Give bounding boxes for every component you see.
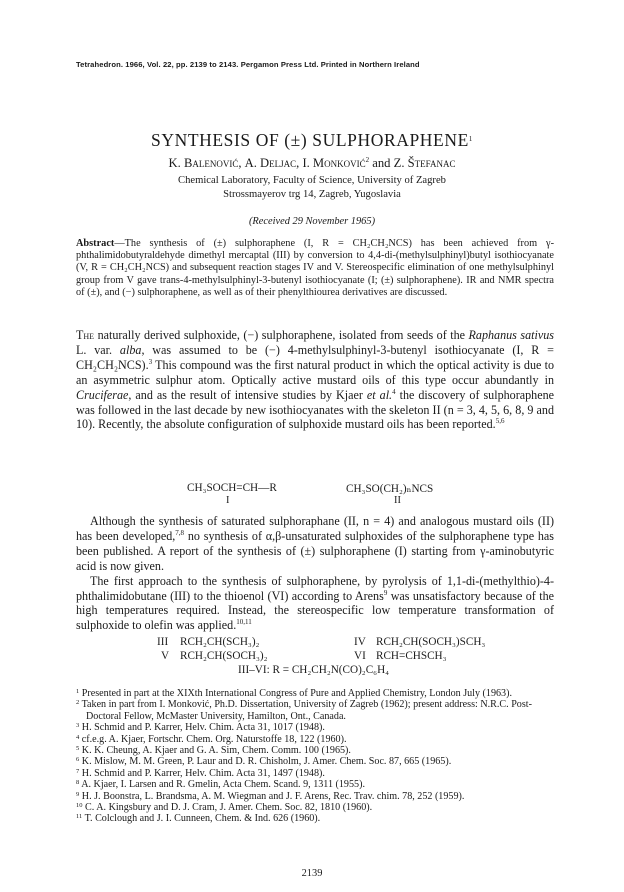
author-3-mark: 2 [365,156,370,164]
p3-text-b: was unsatisfactory because of the high temperatures required. Instead, the stereospecific low temperature transformation of sulphoxide to olefin was applied. [76,588,554,633]
author-4: Z. Štefanac [393,156,456,170]
received-date: (Received 29 November 1965) [248,216,376,227]
p1-text-a: naturally derived sulphoxide, (−) sulphoraphene, isolated from seeds of the [94,328,469,342]
p1-text-d: This compound was the first natural product in which the optical activity is due to an asymmetric sulphur atom. Optically active mustard oils of this type occur abundantly in [76,357,554,387]
ref-mark-3: 3 [148,357,153,366]
footnote-mark: 3 [76,722,80,730]
abstract [76,238,554,299]
paragraph-3 [76,574,554,634]
author-1: K. Balenović, [168,156,242,170]
formula-IV: RCH₂CH(SOCH₃)SCH₃ [376,636,486,648]
footnote-text: T. Colclough and J. I. Cunneen, Chem. & Ind. 626 (1960). [84,813,321,825]
ref-mark-5-6: 5,6 [495,417,505,426]
formula-definition: III–VI: R = CH₂CH₂N(CO)₂C₆H₄ [238,664,390,676]
footnote [76,791,554,802]
p1-variety: alba [119,342,142,357]
p1-family: Cruciferae [76,387,129,402]
paragraph-1-lead: The [76,328,95,342]
affiliation-line-2: Strossmayerov trg 14, Zagreb, Yugoslavia [223,189,401,200]
formula-I: CH₃SOCH=CH—R [187,482,277,494]
ref-mark-7-8: 7,8 [175,528,185,537]
numeral-I: I [226,495,230,506]
p1-text-f: the discovery of sulphoraphene was followed in the last decade by new isothiocyanates with the skeleton II (n = 3, 4, 5, 6, 8, 9 and 10). Recently, the absolute configuration of sulphoxide mustard oils has been reported. [76,387,554,432]
footnote-text: A. Kjaer, I. Larsen and R. Gmelin, Acta Chem. Scand. 9, 1311 (1955). [81,779,365,791]
ref-mark-9: 9 [383,588,388,597]
formula-VI: RCH=CHSCH₃ [376,650,447,662]
footnote-text: cf.e.g. A. Kjaer, Fortschr. Chem. Org. Naturstoffe 18, 122 (1960). [81,733,347,745]
journal-header: Tetrahedron. 1966, Vol. 22, pp. 2139 to 2143. Pergamon Press Ltd. Printed in Northern Ireland [76,60,420,69]
title-text: SYNTHESIS OF (±) SULPHORAPHENE [151,130,469,150]
formula-V: RCH₂CH(SOCH₃)₂ [180,650,268,662]
footnote-mark: 6 [76,756,80,764]
p1-species: Raphanus sativus [468,328,554,342]
footnote-text: C. A. Kingsbury and D. J. Cram, J. Amer. Chem. Soc. 82, 1810 (1960). [85,802,373,814]
formula-II: CH₃SO(CH₂)ₙNCS [346,483,434,495]
footnote [76,779,554,790]
abstract-text: —The synthesis of (±) sulphoraphene (I, R = CH₂CH₂NCS) has been achieved from γ-phthalimidobutyraldehyde dimethyl mercaptal (III) by conversion to 4,4-di-(methylsulphinyl)butyl isothiocyanate (V, R = CH₂CH₂NCS) and subsequent reaction stages IV and V. Stereospecific elimination of one methylsulphinyl group from V gave trans-4-methylsulphinyl-3-butenyl isothiocyanate (I; (±) sulphoraphene). IR and NMR spectra of (±), and (−) sulphoraphene, as well as of their phenylthiourea derivatives are discussed. [76,238,554,298]
author-3: I. Monković [302,156,366,170]
footnote-mark: 9 [76,790,80,798]
author-2: A. Deljac, [244,156,300,170]
footnote [76,756,554,767]
formula-V-label: V [161,650,170,662]
p1-etal: et al. [366,387,393,402]
footnote-text: H. Schmid and P. Karrer, Helv. Chim. Acta 31, 1497 (1948). [81,767,325,779]
footnote-mark: 5 [76,745,80,753]
footnote [76,802,554,813]
footnote [76,734,554,745]
paragraph-2 [76,514,554,574]
footnote-mark: 10 [76,802,83,810]
p3-text-a: The first approach to the synthesis of sulphoraphene, by pyrolysis of 1,1-di-(methylthio)-4-phthalimidobutane (III) to the thioenol (VI) according to Arens [76,573,554,603]
formula-III: RCH₂CH(SCH₃)₂ [180,636,260,648]
footnote [76,722,554,733]
footnote-text: H. Schmid and P. Karrer, Helv. Chim. Acta 31, 1017 (1948). [81,722,325,734]
footnote [76,699,554,722]
formula-III-label: III [157,636,169,648]
paper-title [0,130,624,151]
numeral-II: II [394,495,401,506]
footnote-mark: 2 [76,699,80,707]
page-number: 2139 [301,868,323,879]
ref-mark-10-11: 10,11 [236,618,252,627]
author-list [0,156,624,171]
body-section-1 [76,328,554,432]
footnote-text: K. Mislow, M. M. Green, P. Laur and D. R. Chisholm, J. Amer. Chem. Soc. 87, 665 (1965). [81,756,452,768]
footnotes [76,688,554,825]
footnote [76,745,554,756]
footnote [76,688,554,699]
formula-IV-label: IV [354,636,366,648]
abstract-label: Abstract [76,238,115,249]
footnote [76,768,554,779]
affiliation-line-1: Chemical Laboratory, Faculty of Science, University of Zagreb [178,175,446,186]
p1-text-e: , and as the result of intensive studies by Kjaer [128,387,367,402]
formula-VI-label: VI [354,650,366,662]
footnote-mark: 8 [76,779,80,787]
p1-text-b: L. var. [76,342,120,357]
body-section-2 [76,514,554,633]
author-and: and [372,156,391,170]
footnote-text: Taken in part from I. Monković, Ph.D. Dissertation, University of Zagreb (1962); present address: N.R.C. Post-Doctoral Fellow, McMaster University, Hamilton, Ont., Canada. [81,699,532,722]
p2-text-a: Although the synthesis of saturated sulphoraphane (II, n = 4) and analogous mustard oils (II) has been developed, [76,514,554,543]
footnote-mark: 11 [76,813,83,821]
p1-text-c: , was assumed to be (−) 4-methylsulphinyl-3-butenyl isothiocyanate (I, R = CH₂CH₂NCS). [76,342,554,372]
footnote [76,813,554,824]
footnote-text: K. K. Cheung, A. Kjaer and G. A. Sim, Chem. Comm. 100 (1965). [81,745,351,757]
footnote-mark: 1 [76,688,80,695]
footnote-text: H. J. Boonstra, L. Brandsma, A. M. Wiegman and J. F. Arens, Rec. Trav. chim. 78, 252 (1959). [81,790,465,802]
p2-text-b: no synthesis of α,β-unsaturated sulphoxides of the sulphoraphene type has been published. A report of the synthesis of (±) sulphoraphene (I) starting from γ-aminobutyric acid is now given. [76,528,555,573]
paragraph-1 [76,328,554,432]
ref-mark-4: 4 [392,387,396,396]
footnote-text: Presented in part at the XIXth International Congress of Pure and Applied Chemistry, London July (1963). [81,688,512,699]
footnote-mark: 4 [76,733,80,741]
title-footnote-mark: 1 [468,135,473,143]
footnote-mark: 7 [76,767,80,775]
